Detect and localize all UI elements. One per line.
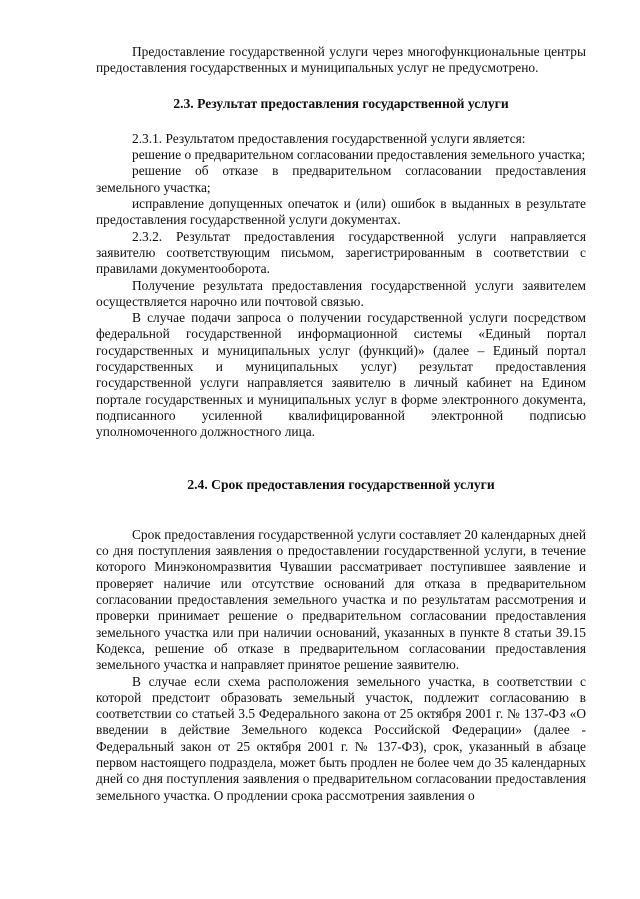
section-2-4-heading: 2.4. Срок предоставления государственной услуги <box>187 476 495 492</box>
paragraph-term: Срок предоставления государственной услуги составляет 20 календарных дней со дня поступления заявления о предоставлении государственной услуги, в течение которого Минэкономразвития Чувашии рассматривает поступившее заявление и проверяет наличие или отсутствие оснований для отказа в предварительном согласовании предоставления земельного участка и по результатам рассмотрения и проверки принимает решение о предварительном согласовании предоставления земельного участка или при наличии оснований, указанных в пункте 8 статьи 39.15 Кодекса, решение об отказе в предварительном согласовании предоставления земельного участка и направляет принятое решение заявителю. <box>96 526 586 673</box>
paragraph-2-3-1: 2.3.1. Результатом предоставления государственной услуги является: <box>132 130 526 146</box>
paragraph-decision-refusal: решение об отказе в предварительном согласовании предоставления земельного участка; <box>96 163 586 195</box>
paragraph-portal: В случае подачи запроса о получении государственной услуги посредством федеральной государственной информационной системы «Единый портал государственных и муниципальных услуг (функций)» (далее – Единый портал государственных и муниципальных услуг) результат предоставления государственной услуги направляется заявителю в личный кабинет на Едином портале государственных и муниципальных услуг в форме электронного документа, подписанного усиленной квалифицированной электронной подписью уполномоченного должностного лица. <box>96 310 586 440</box>
paragraph-receipt: Получение результата предоставления государственной услуги заявителем осуществляется нарочно или почтовой связью. <box>96 277 586 309</box>
document-page <box>96 44 586 804</box>
paragraph-corrections: исправление допущенных опечаток и (или) ошибок в выданных в результате предоставления государственной услуги документах. <box>96 196 586 228</box>
paragraph-decision-approval: решение о предварительном согласовании предоставления земельного участка; <box>132 147 586 163</box>
paragraph-2-3-2: 2.3.2. Результат предоставления государственной услуги направляется заявителю соответствующим письмом, зарегистрированным в соответствии с правилами документооборота. <box>96 228 586 277</box>
section-2-3-heading: 2.3. Результат предоставления государственной услуги <box>173 95 509 111</box>
paragraph-mfc: Предоставление государственной услуги через многофункциональные центры предоставления государственных и муниципальных услуг не предусмотрено. <box>96 44 586 76</box>
paragraph-term-extension: В случае если схема расположения земельного участка, в соответствии с которой предстоит образовать земельный участок, подлежит согласованию в соответствии со статьей 3.5 Федерального закона от 25 октября 2001 г. № 137-ФЗ «О введении в действие Земельного кодекса Российской Федерации» (далее - Федеральный закон от 25 октября 2001 г. № 137-ФЗ), срок, указанный в абзаце первом настоящего подраздела, может быть продлен не более чем до 35 календарных дней со дня поступления заявления о предварительном согласовании предоставления земельного участка. О продлении срока рассмотрения заявления о <box>96 673 586 803</box>
